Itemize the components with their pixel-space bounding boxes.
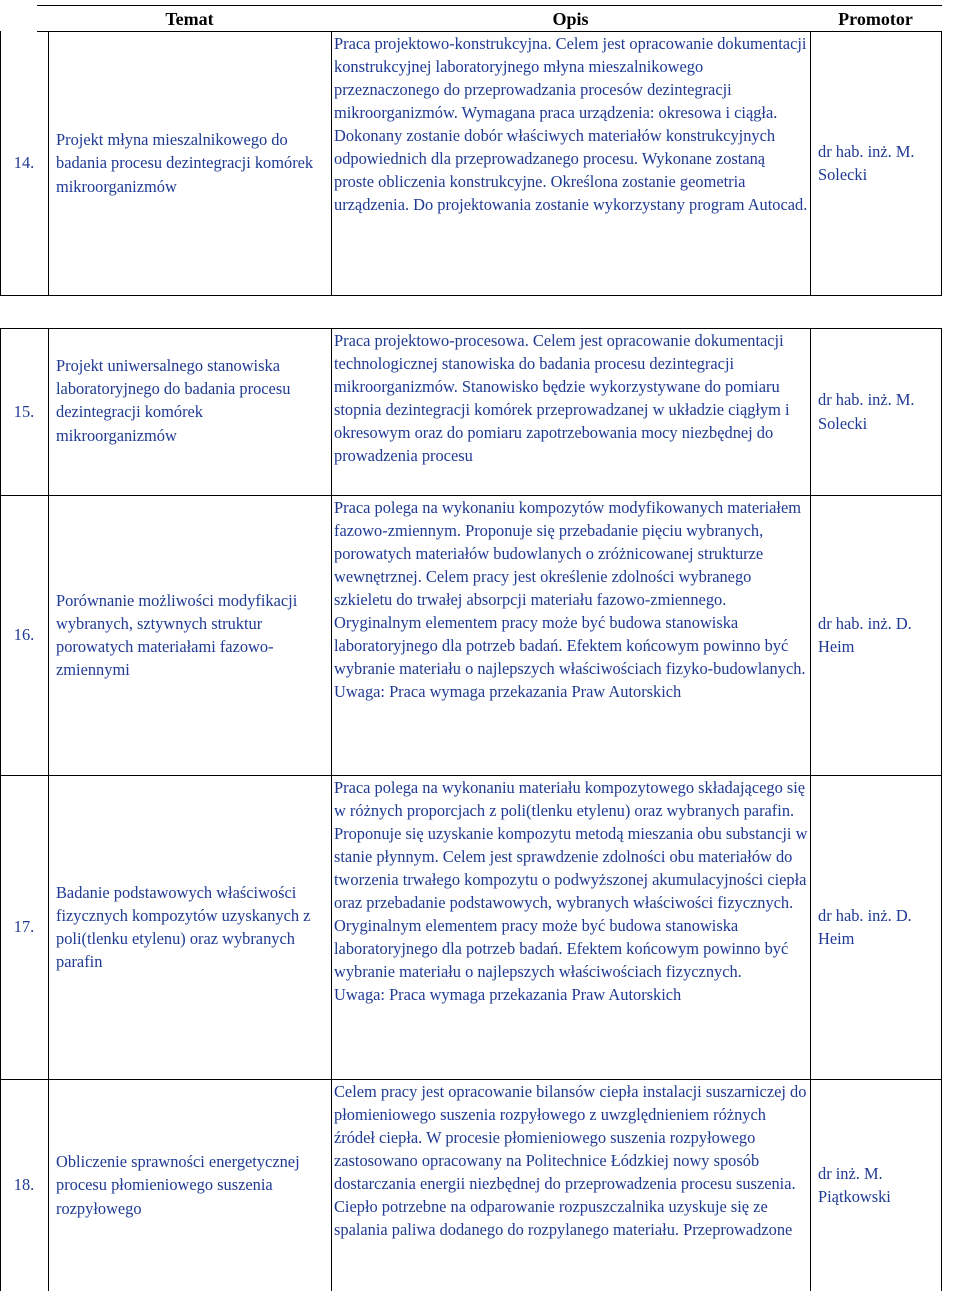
row-topic: Badanie podstawowych właściwości fizycznych kompozytów uzyskanych z poli(tlenku etylenu) oraz wybranych parafin: [56, 882, 311, 972]
rule: [941, 328, 942, 1291]
row-number: 16.: [13, 625, 35, 645]
rule: [331, 328, 332, 1291]
row-description: Praca projektowo-procesowa. Celem jest opracowanie dokumentacji technologicznej stanowiska do badania procesu dezintegracji mikroorganizmów. Stanowisko będzie wykorzystywane do pomiaru stopnia dezintegracji komórek przeprowadzanej w układzie ciągłym i okresowym oraz do pomiaru zapotrzebowania mocy niezbędnej do prowadzenia procesu: [334, 331, 790, 465]
row-promotor: dr inż. M. Piątkowski: [818, 1163, 891, 1206]
row-promotor: dr hab. inż. M. Solecki: [818, 141, 915, 184]
row-number: 15.: [13, 401, 35, 421]
row-topic: Projekt młyna mieszalnikowego do badania procesu dezintegracji komórek mikroorganizmów: [56, 130, 314, 196]
row-promotor: dr hab. inż. D. Heim: [818, 613, 912, 656]
row-description: Praca projektowo-konstrukcyjna. Celem jest opracowanie dokumentacji konstrukcyjnej laboratoryjnego młyna mieszalnikowego przeznaczonego do przeprowadzania procesów dezintegracji mikroorganizmów. Wymagana praca urządzenia: okresowa i ciągła. Dokonany zostanie dobór właściwych materiałów konstrukcyjnych odpowiednich dla przeprowadzanego procesu. Wykonane zostaną proste obliczenia konstrukcyjne. Określona zostanie geometria urządzenia. Do projektowania zostanie wykorzystany program Autocad.: [334, 34, 808, 214]
row-description: [334, 776, 808, 1079]
rule: [0, 295, 942, 296]
row-topic: Porównanie możliwości modyfikacji wybranych, sztywnych struktur porowatych materiałami fazowo-zmiennymi: [56, 590, 298, 680]
row-topic: Obliczenie sprawności energetycznej procesu płomieniowego suszenia rozpyłowego: [56, 1152, 300, 1218]
row-promotor: dr hab. inż. M. Solecki: [818, 390, 915, 433]
row-description: Praca polega na wykonaniu kompozytów modyfikowanych materiałem fazowo-zmiennym. Proponuje się przebadanie pięciu wybranych, porowatych materiałów budowlanych o zróżnicowanej strukturze wewnętrznej. Celem pracy jest określenie zdolności wybranego szkieletu do trwałej absorpcji materiału fazowo-zmiennego. Oryginalnym elementem pracy może być budowa stanowiska laboratoryjnego dla potrzeb badań. Efektem końcowym powinno być wybranie materiału o najlepszych właściwościach fizyko-budowlanych. Uwaga: Praca wymaga przekazania Praw Autorskich: [334, 498, 806, 701]
row-description-text: Praca polega na wykonaniu materiału kompozytowego składającego się w różnych proporcjach z poli(tlenku etylenu) oraz wybranych parafin. Proponuje się uzyskanie kompozytu metodą mieszania obu substancji w stanie płynnym. Celem jest sprawdzenie zdolności obu materiałów do tworzenia trwałego kompozytu o podwyższonej akumulacyjności ciepła oraz przebadanie podstawowych, wybranych właściwości fizycznych. Oryginalnym elementem pracy może być budowa stanowiska laboratoryjnego dla potrzeb badań. Efektem końcowym powinno być wybranie materiału o najlepszych właściwościach fizycznych.: [334, 778, 808, 981]
header-temat: Temat: [165, 8, 214, 29]
rule: [941, 31, 942, 296]
row-description: Celem pracy jest opracowanie bilansów ciepła instalacji suszarniczej do płomieniowego suszenia rozpyłowego z uwzględnieniem różnych źródeł ciepła. W procesie płomieniowego suszenia rozpyłowego zastosowano opracowany na Politechnice Łódzkiej nowy sposób dostarczania energii niezbędnej do przeprowadzenia procesu suszenia. Ciepło potrzebne na odparowanie rozpuszczalnika uzyskuje się ze spalania paliwa dodanego do rozpylanego materiału. Przeprowadzone: [334, 1082, 807, 1239]
rule: [48, 328, 49, 1291]
rule: [810, 31, 811, 296]
row-promotor: dr hab. inż. D. Heim: [818, 905, 912, 948]
header-opis: Opis: [552, 8, 589, 29]
row-number: 18.: [13, 1175, 35, 1195]
row-number: 14.: [13, 153, 35, 173]
rule: [331, 31, 332, 296]
row-description-note: Uwaga: Praca wymaga przekazania Praw Autorskich: [334, 985, 682, 1004]
row-topic: Projekt uniwersalnego stanowiska laboratoryjnego do badania procesu dezintegracji komórek mikroorganizmów: [56, 356, 291, 445]
rule: [48, 31, 49, 296]
row-number: 17.: [13, 917, 35, 937]
header-promotor: Promotor: [838, 8, 913, 29]
rule: [810, 328, 811, 1291]
